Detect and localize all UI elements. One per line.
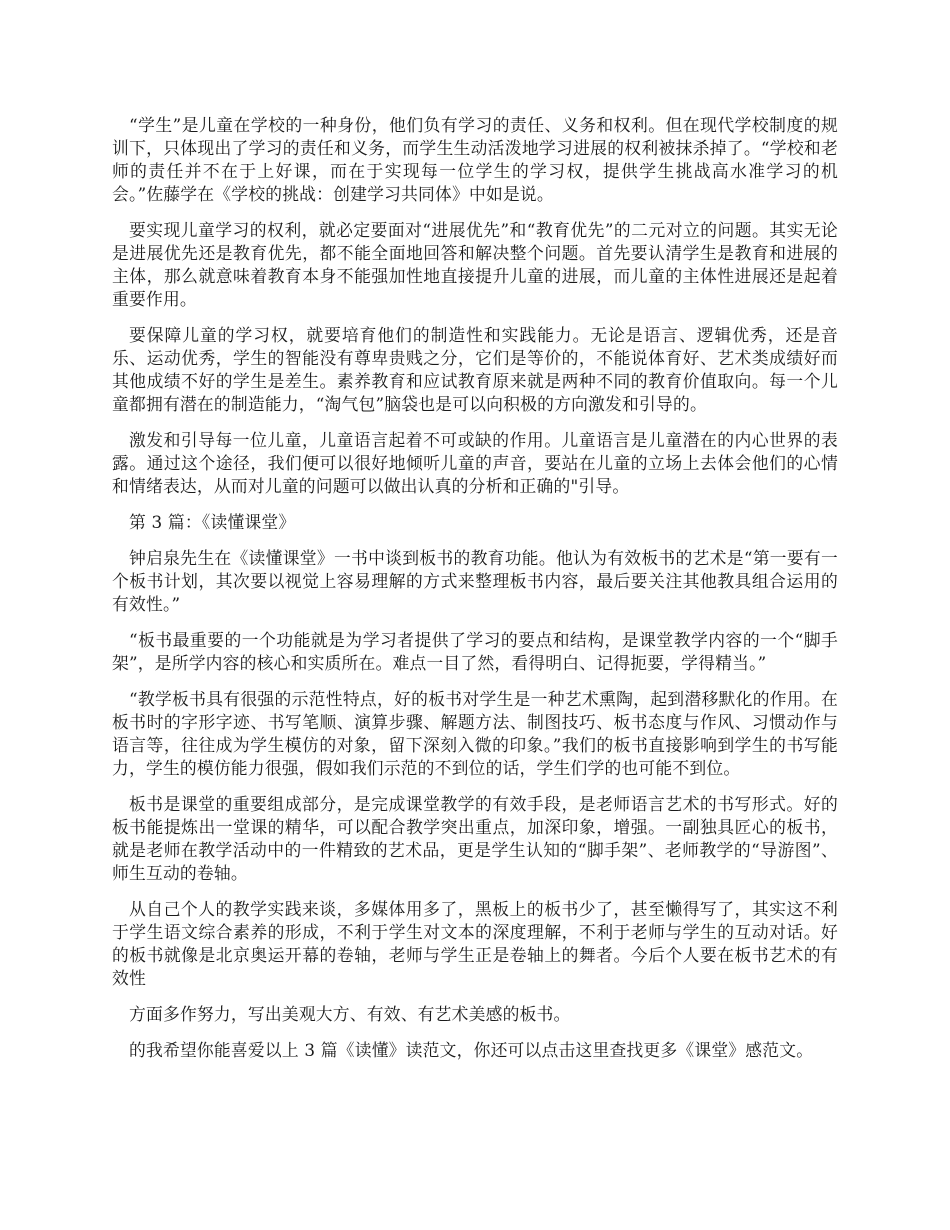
- section-heading: 第 3 篇：《读懂课堂》: [129, 512, 296, 532]
- paragraph-learning-rights: 要实现儿童学习的权利，就必定要面对“进展优先”和“教育优先”的二元对立的问题。其实无论是进展优先还是教育优先，都不能全面地回答和解决整个问题。首先要认清学生是教育和进展的主体，那么就意味着教育本身不能强加性地直接提升儿童的进展，而儿童的主体性进展还是起着重要作用。: [112, 220, 838, 309]
- paragraph-student-identity: “学生”是儿童在学校的一种身份，他们负有学习的责任、义务和权利。但在现代学校制度的规训下，只体现出了学习的责任和义务，而学生生动活泼地学习进展的权利被抹杀掉了。“学校和老师的责任并不在于上好课，而在于实现每一位学生的学习权，提供学生挑战高水准学习的机会。”佐藤学在《学校的挑战：创建学习共同体》中如是说。: [112, 115, 838, 204]
- paragraph-scaffold-quote: “板书最重要的一个功能就是为学习者提供了学习的要点和结构，是课堂教学内容的一个“脚手架”，是所学内容的核心和实质所在。难点一目了然，看得明白、记得扼要，学得精当。”: [112, 630, 838, 673]
- paragraph-effort: 方面多作努力，写出美观大方、有效、有艺术美感的板书。: [129, 1004, 571, 1024]
- paragraph-creativity: 要保障儿童的学习权，就要培育他们的制造性和实践能力。无论是语言、逻辑优秀，还是音乐、运动优秀，学生的智能没有尊卑贵贱之分，它们是等价的，不能说体育好、艺术类成绩好而其他成绩不好的学生是差生。素养教育和应试教育原来就是两种不同的教育价值取向。每一个儿童都拥有潜在的制造能力，“淘气包”脑袋也是可以向积极的方向激发和引导的。: [112, 325, 838, 414]
- document-page: [112, 114, 838, 1075]
- paragraph-personal-practice: 从自己个人的教学实践来谈，多媒体用多了，黑板上的板书少了，甚至懒得写了，其实这不利于学生语文综合素养的形成，不利于学生对文本的深度理解，不利于老师与学生的互动对话。好的板书就像是北京奥运开幕的卷轴，老师与学生正是卷轴上的舞者。今后个人要在板书艺术的有效性: [112, 899, 838, 988]
- paragraph-closing: 的我希望你能喜爱以上 3 篇《读懂》读范文，你还可以点击这里查找更多《课堂》感范文。: [129, 1040, 814, 1060]
- paragraph-demonstration-quote: “教学板书具有很强的示范性特点，好的板书对学生是一种艺术熏陶，起到潜移默化的作用。在板书时的字形字迹、书写笔顺、演算步骤、解题方法、制图技巧、板书态度与作风、习惯动作与语言等，往往成为学生模仿的对象，留下深刻入微的印象。”我们的板书直接影响到学生的书写能力，学生的模仿能力很强，假如我们示范的不到位的话，学生们学的也可能不到位。: [112, 689, 838, 778]
- paragraph-board-writing-function: 钟启泉先生在《读懂课堂》一书中谈到板书的教育功能。他认为有效板书的艺术是“第一要有一个板书计划，其次要以视觉上容易理解的方式来整理板书内容，最后要关注其他教具组合运用的有效性。”: [112, 548, 838, 614]
- paragraph-child-language: 激发和引导每一位儿童，儿童语言起着不可或缺的作用。儿童语言是儿童潜在的内心世界的表露。通过这个途径，我们便可以很好地倾听儿童的声音，要站在儿童的立场上去体会他们的心情和情绪表达，从而对儿童的问题可以做出认真的分析和正确的"引导。: [112, 430, 838, 496]
- paragraph-board-importance: 板书是课堂的重要组成部分，是完成课堂教学的有效手段，是老师语言艺术的书写形式。好的板书能提炼出一堂课的精华，可以配合教学突出重点，加深印象，增强。一副独具匠心的板书，就是老师在教学活动中的一件精致的艺术品，更是学生认知的“脚手架”、老师教学的“导游图”、师生互动的卷轴。: [112, 794, 838, 883]
